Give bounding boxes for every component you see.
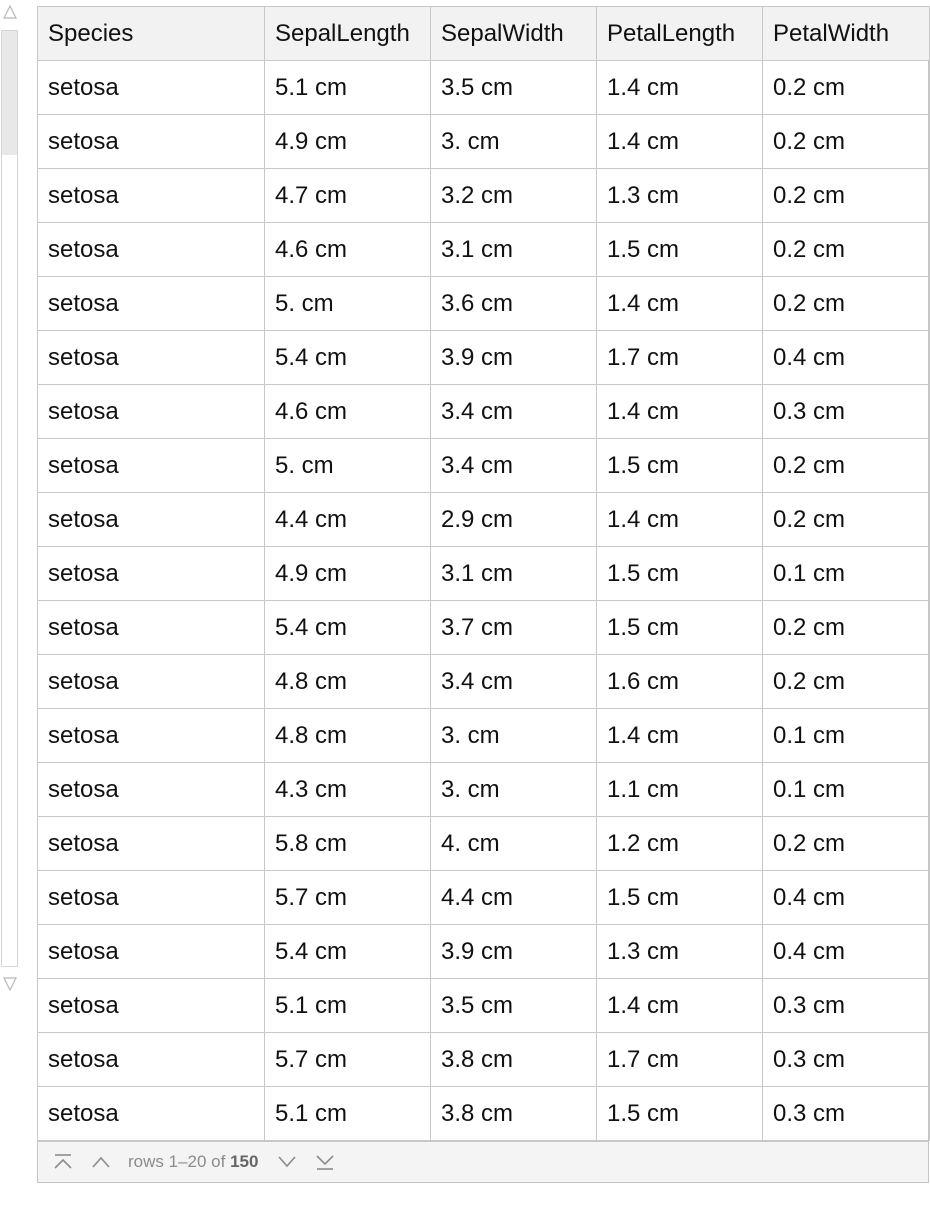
cell-sepal-width: 3.8 cm <box>431 1033 597 1087</box>
cell-species: setosa <box>38 1033 265 1087</box>
cell-species: setosa <box>38 709 265 763</box>
cell-petal-width: 0.3 cm <box>763 385 930 439</box>
cell-sepal-length: 5.8 cm <box>265 817 431 871</box>
cell-sepal-width: 3.9 cm <box>431 925 597 979</box>
cell-species: setosa <box>38 655 265 709</box>
cell-petal-length: 1.7 cm <box>597 331 763 385</box>
table-row <box>38 871 930 925</box>
rows-total: 150 <box>230 1152 259 1171</box>
cell-petal-length: 1.6 cm <box>597 655 763 709</box>
cell-petal-width: 0.4 cm <box>763 925 930 979</box>
table-body <box>38 61 930 1141</box>
cell-sepal-length: 4.4 cm <box>265 493 431 547</box>
cell-sepal-length: 5.7 cm <box>265 871 431 925</box>
scrollbar-track[interactable] <box>1 30 18 967</box>
scrollbar-thumb[interactable] <box>2 31 17 155</box>
triangle-up-icon[interactable] <box>3 5 17 21</box>
cell-sepal-length: 4.6 cm <box>265 223 431 277</box>
cell-sepal-width: 3.4 cm <box>431 385 597 439</box>
vertical-scrollbar[interactable] <box>0 0 20 1000</box>
rows-range-label: rows 1–20 of 150 <box>128 1152 259 1171</box>
cell-petal-length: 1.5 cm <box>597 601 763 655</box>
table-row <box>38 709 930 763</box>
cell-species: setosa <box>38 439 265 493</box>
cell-sepal-length: 4.9 cm <box>265 547 431 601</box>
cell-sepal-width: 4.4 cm <box>431 871 597 925</box>
cell-sepal-width: 3.4 cm <box>431 655 597 709</box>
cell-sepal-width: 3. cm <box>431 115 597 169</box>
cell-petal-length: 1.7 cm <box>597 1033 763 1087</box>
cell-petal-length: 1.5 cm <box>597 547 763 601</box>
cell-petal-width: 0.2 cm <box>763 439 930 493</box>
table-row <box>38 115 930 169</box>
cell-petal-width: 0.2 cm <box>763 493 930 547</box>
cell-sepal-width: 3.9 cm <box>431 331 597 385</box>
pagination-bar <box>38 1141 928 1182</box>
cell-petal-length: 1.4 cm <box>597 115 763 169</box>
cell-petal-width: 0.2 cm <box>763 115 930 169</box>
cell-petal-width: 0.1 cm <box>763 547 930 601</box>
cell-sepal-width: 3. cm <box>431 709 597 763</box>
cell-petal-width: 0.3 cm <box>763 1033 930 1087</box>
cell-sepal-width: 3.8 cm <box>431 1087 597 1141</box>
cell-petal-width: 0.2 cm <box>763 277 930 331</box>
column-header-sepal-width[interactable]: SepalWidth <box>431 7 597 61</box>
cell-species: setosa <box>38 493 265 547</box>
column-header-species[interactable]: Species <box>38 7 265 61</box>
cell-petal-length: 1.4 cm <box>597 709 763 763</box>
cell-species: setosa <box>38 61 265 115</box>
column-header-sepal-length[interactable]: SepalLength <box>265 7 431 61</box>
table-row <box>38 493 930 547</box>
header-row <box>38 7 930 61</box>
cell-species: setosa <box>38 385 265 439</box>
cell-sepal-length: 5.4 cm <box>265 601 431 655</box>
cell-petal-length: 1.5 cm <box>597 223 763 277</box>
table-row <box>38 925 930 979</box>
table-row <box>38 979 930 1033</box>
table-row <box>38 763 930 817</box>
cell-petal-width: 0.3 cm <box>763 1087 930 1141</box>
cell-petal-length: 1.1 cm <box>597 763 763 817</box>
first-page-icon[interactable] <box>52 1151 74 1173</box>
column-header-petal-length[interactable]: PetalLength <box>597 7 763 61</box>
cell-petal-width: 0.2 cm <box>763 655 930 709</box>
cell-petal-length: 1.4 cm <box>597 61 763 115</box>
cell-sepal-length: 5.1 cm <box>265 979 431 1033</box>
cell-petal-length: 1.4 cm <box>597 979 763 1033</box>
table-row <box>38 277 930 331</box>
cell-species: setosa <box>38 277 265 331</box>
table-row <box>38 169 930 223</box>
cell-petal-length: 1.4 cm <box>597 385 763 439</box>
table-row <box>38 385 930 439</box>
cell-sepal-width: 3.1 cm <box>431 547 597 601</box>
table-row <box>38 61 930 115</box>
cell-petal-width: 0.2 cm <box>763 61 930 115</box>
cell-petal-length: 1.5 cm <box>597 439 763 493</box>
cell-sepal-width: 3.2 cm <box>431 169 597 223</box>
table-row <box>38 1087 930 1141</box>
cell-petal-length: 1.3 cm <box>597 169 763 223</box>
dataset-table-frame <box>37 6 929 1183</box>
table-row <box>38 547 930 601</box>
cell-sepal-length: 4.7 cm <box>265 169 431 223</box>
cell-species: setosa <box>38 925 265 979</box>
cell-petal-width: 0.1 cm <box>763 763 930 817</box>
column-header-petal-width[interactable]: PetalWidth <box>763 7 930 61</box>
cell-species: setosa <box>38 601 265 655</box>
cell-sepal-length: 5. cm <box>265 277 431 331</box>
table-row <box>38 655 930 709</box>
cell-petal-length: 1.4 cm <box>597 493 763 547</box>
cell-petal-width: 0.2 cm <box>763 601 930 655</box>
last-page-icon[interactable] <box>314 1151 336 1173</box>
table-row <box>38 223 930 277</box>
cell-petal-length: 1.5 cm <box>597 871 763 925</box>
cell-sepal-length: 5.4 cm <box>265 331 431 385</box>
cell-sepal-length: 4.8 cm <box>265 655 431 709</box>
next-page-icon[interactable] <box>276 1151 298 1173</box>
cell-sepal-width: 4. cm <box>431 817 597 871</box>
triangle-down-icon[interactable] <box>3 977 17 993</box>
cell-sepal-length: 4.3 cm <box>265 763 431 817</box>
cell-petal-width: 0.4 cm <box>763 331 930 385</box>
cell-sepal-length: 4.9 cm <box>265 115 431 169</box>
cell-sepal-length: 5. cm <box>265 439 431 493</box>
cell-sepal-length: 5.4 cm <box>265 925 431 979</box>
cell-petal-width: 0.2 cm <box>763 169 930 223</box>
cell-species: setosa <box>38 169 265 223</box>
table-row <box>38 439 930 493</box>
cell-species: setosa <box>38 547 265 601</box>
cell-sepal-length: 5.1 cm <box>265 61 431 115</box>
cell-species: setosa <box>38 979 265 1033</box>
cell-petal-width: 0.4 cm <box>763 871 930 925</box>
cell-sepal-length: 5.1 cm <box>265 1087 431 1141</box>
cell-sepal-length: 4.6 cm <box>265 385 431 439</box>
cell-species: setosa <box>38 1087 265 1141</box>
table-row <box>38 601 930 655</box>
previous-page-icon[interactable] <box>90 1151 112 1173</box>
cell-species: setosa <box>38 115 265 169</box>
cell-sepal-length: 5.7 cm <box>265 1033 431 1087</box>
cell-sepal-width: 3. cm <box>431 763 597 817</box>
cell-petal-width: 0.3 cm <box>763 979 930 1033</box>
cell-petal-width: 0.1 cm <box>763 709 930 763</box>
cell-sepal-width: 3.5 cm <box>431 979 597 1033</box>
cell-sepal-width: 3.7 cm <box>431 601 597 655</box>
cell-sepal-length: 4.8 cm <box>265 709 431 763</box>
cell-petal-length: 1.3 cm <box>597 925 763 979</box>
cell-petal-length: 1.4 cm <box>597 277 763 331</box>
cell-sepal-width: 3.6 cm <box>431 277 597 331</box>
cell-petal-width: 0.2 cm <box>763 817 930 871</box>
cell-sepal-width: 3.5 cm <box>431 61 597 115</box>
cell-species: setosa <box>38 331 265 385</box>
cell-species: setosa <box>38 817 265 871</box>
cell-species: setosa <box>38 871 265 925</box>
cell-sepal-width: 3.4 cm <box>431 439 597 493</box>
cell-petal-length: 1.2 cm <box>597 817 763 871</box>
table-row <box>38 817 930 871</box>
cell-species: setosa <box>38 763 265 817</box>
cell-species: setosa <box>38 223 265 277</box>
cell-petal-width: 0.2 cm <box>763 223 930 277</box>
dataset-table <box>37 6 930 1141</box>
cell-sepal-width: 2.9 cm <box>431 493 597 547</box>
cell-sepal-width: 3.1 cm <box>431 223 597 277</box>
table-row <box>38 1033 930 1087</box>
table-row <box>38 331 930 385</box>
cell-petal-length: 1.5 cm <box>597 1087 763 1141</box>
